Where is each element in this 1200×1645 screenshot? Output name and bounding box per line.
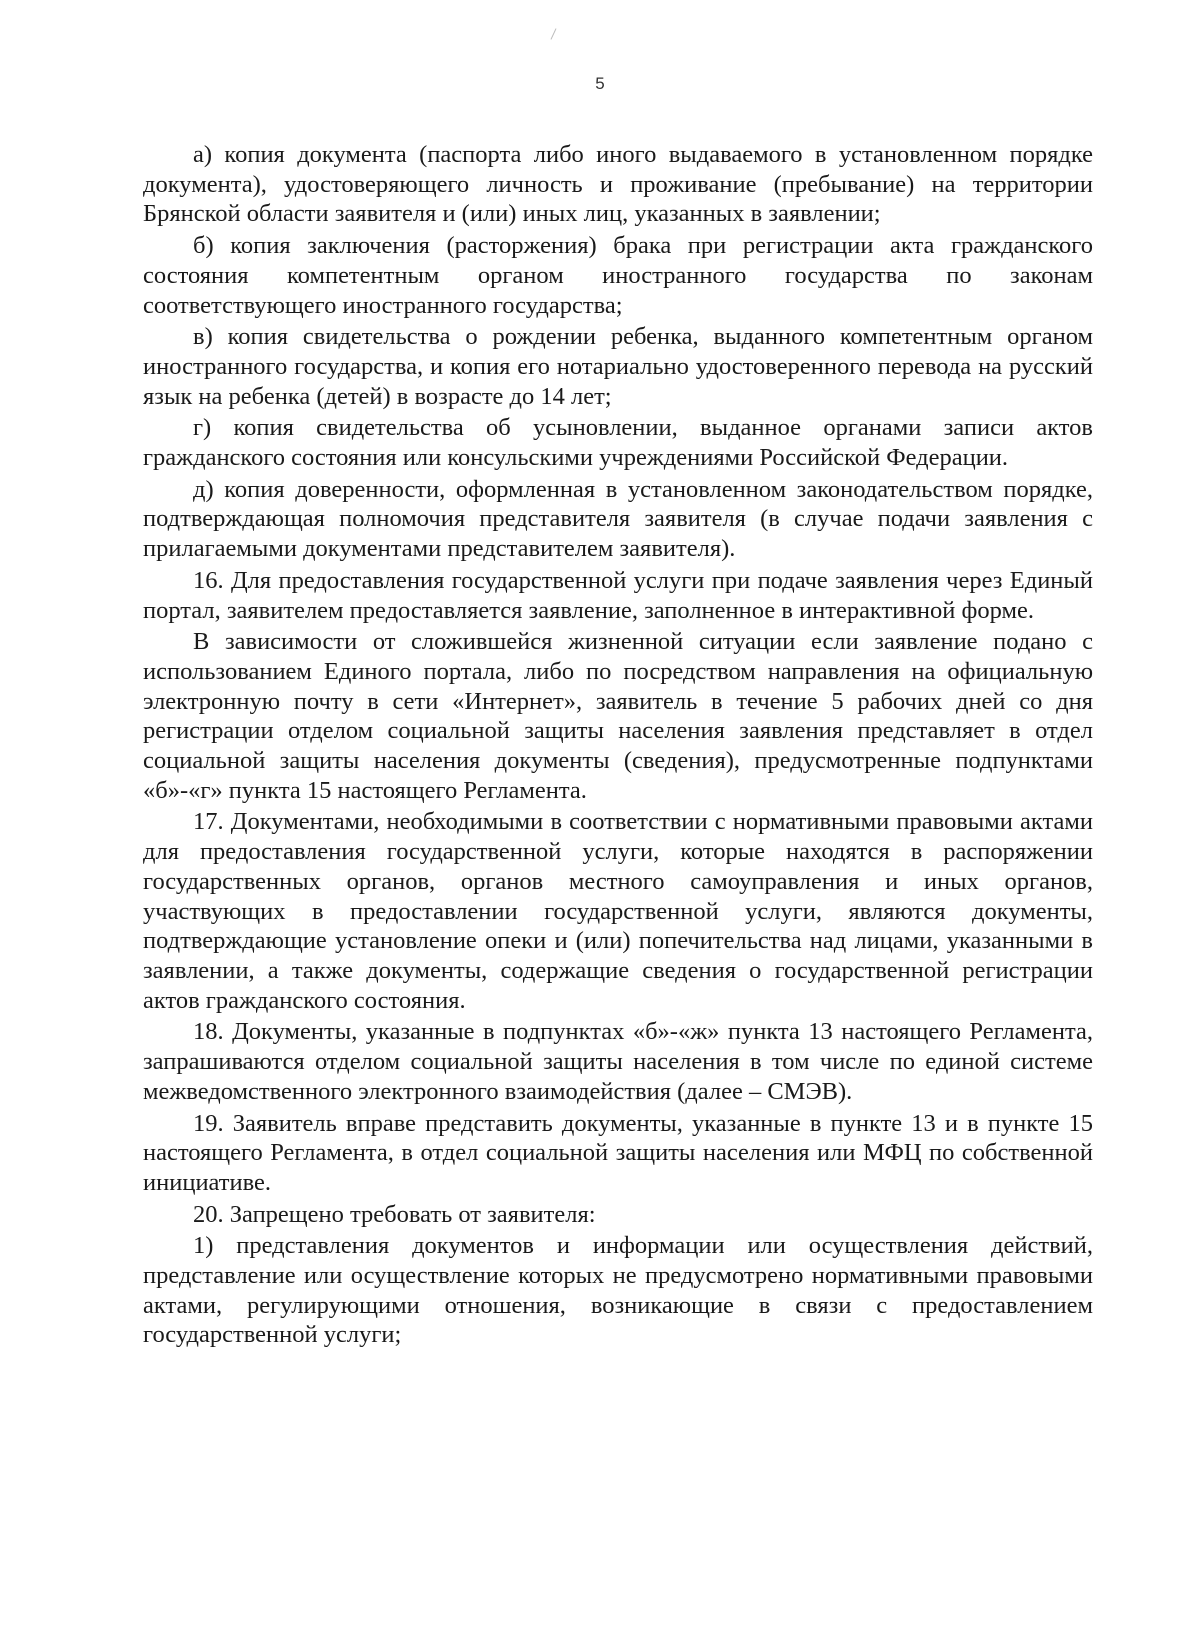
paragraph-item-a: а) копия документа (паспорта либо иного выдаваемого в установленном порядке документа), удостоверяющего личность и проживание (пребывание) на территории Брянской области заявителя и (или) иных лиц, указанных в заявлении; [143, 141, 1093, 228]
paragraph-19: 19. Заявитель вправе представить документы, указанные в пункте 13 и в пункте 15 настоящего Регламента, в отдел социальной защиты населения или МФЦ по собственной инициативе. [143, 1109, 1093, 1196]
paragraph-18: 18. Документы, указанные в подпунктах «б»-«ж» пункта 13 настоящего Регламента, запрашиваются отделом социальной защиты населения в том числе по единой системе межведомственного электронного взаимодействия (далее – СМЭВ). [143, 1018, 1093, 1105]
paragraph-17: 17. Документами, необходимыми в соответствии с нормативными правовыми актами для предоставления государственной услуги, которые находятся в распоряжении государственных органов, органов местного самоуправления и иных органов, участвующих в предоставлении государственной услуги, являются документы, подтверждающие установление опеки и (или) попечительства над лицами, указанными в заявлении, а также документы, содержащие сведения о государственной регистрации актов гражданского состояния. [143, 808, 1093, 1014]
paragraph-16: 16. Для предоставления государственной услуги при подаче заявления через Единый портал, заявителем предоставляется заявление, заполненное в интерактивной форме. [143, 566, 1093, 624]
paragraph-item-d: д) копия доверенности, оформленная в установленном законодательством порядке, подтверждающая полномочия представителя заявителя (в случае подачи заявления с прилагаемыми документами представителем заявителя). [143, 475, 1093, 563]
paragraph-20: 20. Запрещено требовать от заявителя: [193, 1200, 596, 1228]
paragraph-item-b: б) копия заключения (расторжения) брака при регистрации акта гражданского состояния компетентным органом иностранного государства по законам соответствующего иностранного государства; [143, 232, 1093, 319]
document-body [143, 140, 1093, 1352]
scan-artifact [551, 28, 557, 39]
paragraph-16-continued: В зависимости от сложившейся жизненной ситуации если заявление подано с использованием Единого портала, либо по посредством направления на официальную электронную почту в сети «Интернет», заявитель в течение 5 рабочих дней со дня регистрации отделом социальной защиты населения заявления представляет в отдел социальной защиты населения документы (сведения), предусмотренные подпунктами «б»-«г» пункта 15 настоящего Регламента. [143, 628, 1093, 804]
paragraph-20-item-1: 1) представления документов и информации или осуществления действий, представление или осуществление которых не предусмотрено нормативными правовыми актами, регулирующими отношения, возникающие в связи с предоставлением государственной услуги; [143, 1232, 1093, 1349]
paragraph-item-v: в) копия свидетельства о рождении ребенка, выданного компетентным органом иностранного государства, и копия его нотариально удостоверенного перевода на русский язык на ребенка (детей) в возрасте до 14 лет; [143, 323, 1093, 410]
page-number: 5 [595, 74, 605, 93]
paragraph-item-g: г) копия свидетельства об усыновлении, выданное органами записи актов гражданского состояния или консульскими учреждениями Российской Федерации. [143, 414, 1093, 472]
